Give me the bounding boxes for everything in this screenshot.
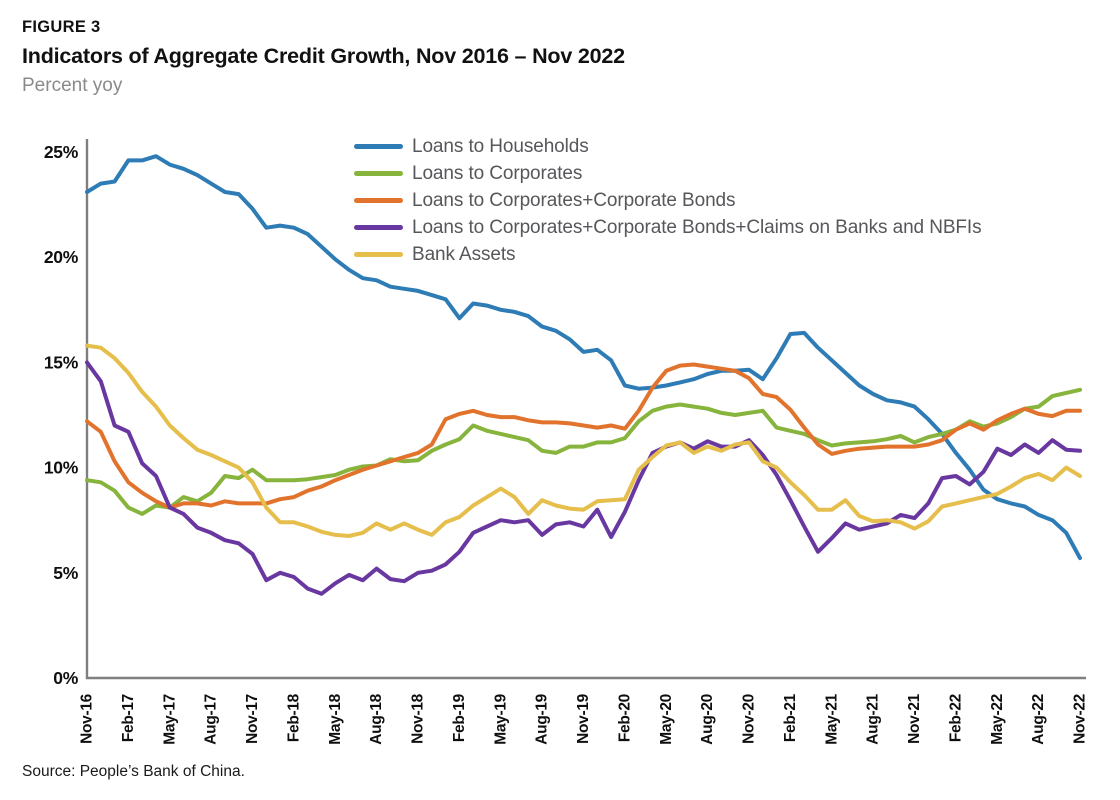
legend-label: Bank Assets	[412, 243, 516, 265]
legend-label: Loans to Corporates+Corporate Bonds	[412, 189, 736, 211]
legend-item	[354, 133, 982, 160]
legend-line-swatch	[354, 198, 403, 203]
x-axis-tick-label: Feb-22	[947, 694, 965, 743]
x-axis-tick-label: May-21	[823, 694, 841, 745]
x-axis-tick-label: Aug-17	[202, 694, 220, 745]
legend-line-swatch	[354, 144, 403, 149]
legend-line-swatch	[354, 252, 403, 257]
x-axis-tick-label: May-20	[657, 694, 675, 745]
legend-label: Loans to Corporates	[412, 162, 583, 184]
legend-label: Loans to Corporates+Corporate Bonds+Claims on Banks and NBFIs	[412, 216, 982, 238]
legend-item	[354, 160, 982, 187]
series-line-bank-assets	[87, 346, 1080, 536]
x-axis-tick-label: Feb-20	[616, 694, 634, 743]
x-axis-tick-label: Aug-18	[368, 694, 386, 745]
legend-line-swatch	[354, 225, 403, 230]
x-axis-tick-label: Nov-22	[1071, 694, 1089, 744]
x-axis-tick-label: Aug-19	[533, 694, 551, 745]
x-axis-tick-label: Nov-17	[244, 694, 261, 744]
y-axis-tick-label: 0%	[53, 668, 78, 688]
x-axis-tick-label: Nov-21	[906, 694, 923, 744]
x-axis-tick-label: Nov-19	[575, 694, 592, 744]
legend-label: Loans to Households	[412, 135, 589, 157]
legend-item	[354, 214, 982, 241]
legend-item	[354, 241, 982, 268]
legend-line-swatch	[354, 171, 403, 176]
page-title: Indicators of Aggregate Credit Growth, Nov 2016 – Nov 2022	[22, 44, 625, 68]
chart-subtitle: Percent yoy	[22, 75, 123, 96]
x-axis-tick-label: Feb-17	[119, 694, 137, 743]
y-axis-tick-label: 20%	[43, 247, 78, 268]
source-note: Source: People’s Bank of China.	[22, 763, 245, 780]
chart-legend	[354, 133, 982, 268]
x-axis-tick-label: May-22	[988, 694, 1006, 745]
legend-item	[354, 187, 982, 214]
x-axis-tick-label: Aug-21	[864, 694, 882, 745]
x-axis-tick-label: Aug-20	[699, 694, 717, 745]
x-axis-tick-label: Nov-18	[409, 694, 427, 744]
x-axis-tick-label: Aug-22	[1030, 694, 1048, 745]
figure-label: FIGURE 3	[22, 18, 101, 36]
x-axis-tick-label: May-18	[326, 694, 344, 745]
x-axis-tick-label: Feb-21	[781, 694, 799, 743]
x-axis-tick-label: Nov-20	[740, 694, 758, 744]
y-axis-tick-label: 25%	[43, 142, 78, 162]
x-axis-tick-label: Feb-18	[285, 694, 303, 743]
x-axis-tick-label: Feb-19	[450, 694, 468, 743]
x-axis-tick-label: May-17	[161, 694, 179, 745]
x-axis-tick-label: Nov-16	[78, 694, 96, 744]
y-axis-tick-label: 15%	[43, 352, 78, 373]
y-axis-tick-label: 5%	[53, 562, 78, 583]
x-axis-tick-label: May-19	[492, 694, 510, 745]
y-axis-tick-label: 10%	[43, 457, 78, 478]
